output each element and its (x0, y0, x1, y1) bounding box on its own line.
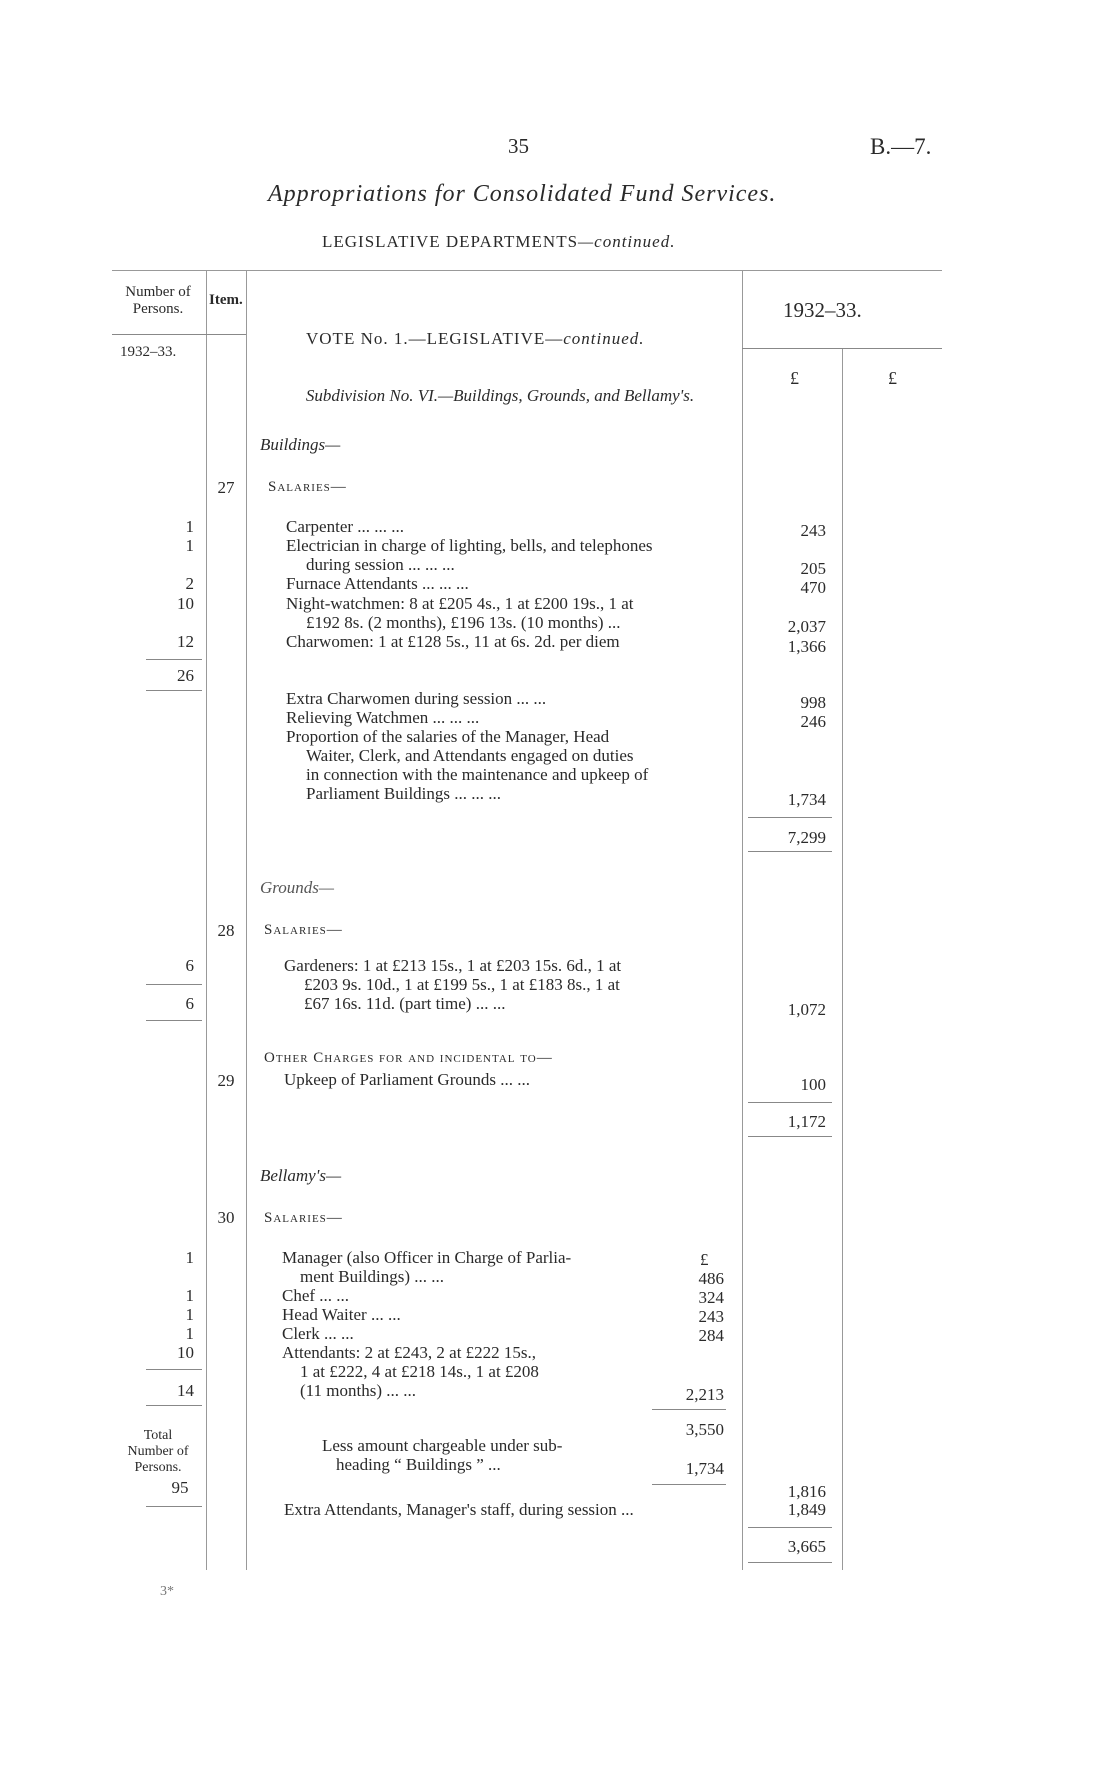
buildings-total-rule-top (748, 817, 832, 818)
section-heading (322, 232, 675, 252)
row-amount: 205 (800, 559, 826, 578)
extra-attendants-description: Extra Attendants, Manager's staff, during session ... (284, 1500, 634, 1519)
total-persons-rule (146, 1506, 202, 1507)
item-column-rule (246, 270, 247, 1570)
other-charges-label: Other Charges for and incidental to— (264, 1050, 553, 1066)
row-persons: 1 (185, 517, 194, 536)
total-persons-value: 95 (171, 1478, 189, 1497)
row-description: Charwomen: 1 at £128 5s., 11 at 6s. 2d. per diem (286, 632, 620, 651)
persons-column-rule (206, 270, 207, 1570)
bellamys-inner-total: 3,550 (685, 1420, 724, 1439)
row-amount: 1,734 (787, 790, 826, 809)
row-inner-amount: 2,213 (685, 1385, 724, 1404)
bellamys-total: 3,665 (787, 1537, 826, 1556)
page-number: 35 (508, 134, 529, 158)
buildings-persons-rule-bottom (146, 690, 202, 691)
buildings-total-rule-bottom (748, 851, 832, 852)
less-chargeable-amount: 1,734 (685, 1459, 724, 1478)
row-description: Night-watchmen: 8 at £205 4s., 1 at £200 19s., 1 at (286, 594, 634, 613)
row-persons: 1 (185, 1286, 194, 1305)
grounds-salaries-label: Salaries— (264, 922, 343, 938)
buildings-persons-subtotal: 26 (177, 666, 194, 685)
row-amount: 1,366 (787, 637, 826, 656)
total-persons-label-line: Number of (127, 1444, 189, 1459)
less-rule (652, 1484, 726, 1485)
grounds-total-rule-bottom (748, 1136, 832, 1137)
buildings-salaries-label: Salaries— (268, 479, 347, 495)
section-title: LEGISLATIVE DEPARTMENTS (322, 232, 579, 251)
row-persons: 10 (177, 594, 194, 613)
row-amount: 470 (800, 578, 826, 597)
row-persons: 1 (185, 1305, 194, 1324)
row-persons: 1 (185, 536, 194, 555)
row-description: Furnace Attendants ... ... ... (286, 574, 469, 593)
other-charges-amount: 100 (800, 1075, 826, 1094)
bellamys-item-number: 30 (217, 1208, 235, 1227)
less-chargeable-line-2: heading “ Buildings ” ... (336, 1455, 501, 1474)
row-description: Waiter, Clerk, and Attendants engaged on duties (306, 746, 634, 765)
other-charges-item-number: 29 (217, 1071, 235, 1090)
section-suffix: —continued. (578, 232, 676, 251)
document-reference: B.—7. (870, 134, 932, 159)
year-column-header: 1932–33. (783, 298, 862, 322)
extra-attendants-amount: 1,849 (787, 1500, 826, 1519)
bellamys-persons-subtotal: 14 (177, 1381, 194, 1400)
buildings-heading: Buildings— (260, 435, 341, 454)
other-charges-description: Upkeep of Parliament Grounds ... ... (284, 1070, 530, 1089)
row-description: Extra Charwomen during session ... ... (286, 689, 547, 708)
item-column-header: Item. (209, 292, 243, 308)
year-header-rule (742, 348, 942, 349)
row-persons: 10 (177, 1343, 194, 1362)
buildings-item-number: 27 (217, 478, 235, 497)
grounds-persons-rule-bottom (146, 1020, 202, 1021)
row-description: Chef ... ... (282, 1286, 350, 1305)
row-inner-amount: 243 (698, 1307, 724, 1326)
page-title: Appropriations for Consolidated Fund Services. (268, 181, 777, 207)
bellamys-total-rule-top (748, 1527, 832, 1528)
row-description: £192 8s. (2 months), £196 13s. (10 months) ... (306, 613, 621, 632)
grounds-persons-subtotal: 6 (185, 994, 194, 1013)
row-description: £67 16s. 11d. (part time) ... ... (304, 994, 506, 1013)
row-amount: 2,037 (787, 617, 826, 636)
table-top-rule (112, 270, 942, 271)
bellamys-heading: Bellamy's— (260, 1166, 342, 1185)
buildings-persons-rule-top (146, 659, 202, 660)
row-description: in connection with the maintenance and upkeep of (306, 765, 649, 784)
row-description: (11 months) ... ... (300, 1381, 417, 1400)
amount-column-middle-rule (842, 348, 843, 1570)
vote-heading (306, 329, 645, 349)
bellamys-persons-rule-top (146, 1369, 202, 1370)
vote-title: VOTE No. 1.—LEGISLATIVE— (306, 329, 564, 348)
amount-column-left-rule (742, 270, 743, 1570)
row-description: Parliament Buildings ... ... ... (306, 784, 502, 803)
bellamys-net-amount: 1,816 (787, 1482, 826, 1501)
row-amount: 246 (800, 712, 826, 731)
total-persons-label-line: Total (143, 1428, 173, 1443)
row-description: 1 at £222, 4 at £218 14s., 1 at £208 (300, 1362, 539, 1381)
row-description: Proportion of the salaries of the Manager, Head (286, 727, 610, 746)
row-description: Gardeners: 1 at £213 15s., 1 at £203 15s. 6d., 1 at (284, 956, 622, 975)
row-persons: 1 (185, 1248, 194, 1267)
row-description: Electrician in charge of lighting, bells, and telephones (286, 536, 653, 555)
gardeners-persons: 6 (185, 956, 194, 975)
persons-year-header: 1932–33. (120, 344, 177, 360)
vote-suffix: continued. (563, 329, 645, 348)
persons-column-header: Number of Persons. (125, 284, 191, 317)
row-description: during session ... ... ... (306, 555, 455, 574)
row-inner-amount: 324 (698, 1288, 724, 1307)
row-description: Relieving Watchmen ... ... ... (286, 708, 480, 727)
row-persons: 12 (177, 632, 194, 651)
currency-left-header: £ (790, 368, 799, 388)
currency-right-header: £ (888, 368, 897, 388)
row-amount: 1,072 (787, 1000, 826, 1019)
bellamys-total-rule-bottom (748, 1562, 832, 1563)
bellamys-inner-rule (652, 1409, 726, 1410)
row-description: £203 9s. 10d., 1 at £199 5s., 1 at £183 8s., 1 at (304, 975, 620, 994)
row-persons: 1 (185, 1324, 194, 1343)
row-description: Carpenter ... ... ... (286, 517, 405, 536)
less-chargeable-line-1: Less amount chargeable under sub- (322, 1436, 563, 1455)
total-persons-label-line: Persons. (134, 1460, 182, 1475)
bellamys-inner-currency: £ (700, 1250, 709, 1269)
row-amount: 998 (800, 693, 826, 712)
grounds-heading: Grounds— (260, 878, 334, 897)
row-inner-amount: 486 (698, 1269, 724, 1288)
bellamys-salaries-label: Salaries— (264, 1210, 343, 1226)
row-amount: 243 (800, 521, 826, 540)
row-description: Attendants: 2 at £243, 2 at £222 15s., (282, 1343, 537, 1362)
row-description: Clerk ... ... (282, 1324, 354, 1343)
row-persons: 2 (185, 574, 194, 593)
grounds-persons-rule-top (146, 984, 202, 985)
row-description: Manager (also Officer in Charge of Parlia- (282, 1248, 572, 1267)
bellamys-persons-rule-bottom (146, 1405, 202, 1406)
persons-header-rule (112, 334, 246, 335)
grounds-item-number: 28 (217, 921, 235, 940)
grounds-total: 1,172 (787, 1112, 826, 1131)
row-description: Head Waiter ... ... (282, 1305, 401, 1324)
grounds-total-rule-top (748, 1102, 832, 1103)
row-description: ment Buildings) ... ... (300, 1267, 445, 1286)
row-inner-amount: 284 (698, 1326, 724, 1345)
buildings-total: 7,299 (787, 828, 826, 847)
footer-signature-mark: 3* (160, 1584, 174, 1599)
subdivision-heading: Subdivision No. VI.—Buildings, Grounds, and Bellamy's. (305, 386, 695, 405)
